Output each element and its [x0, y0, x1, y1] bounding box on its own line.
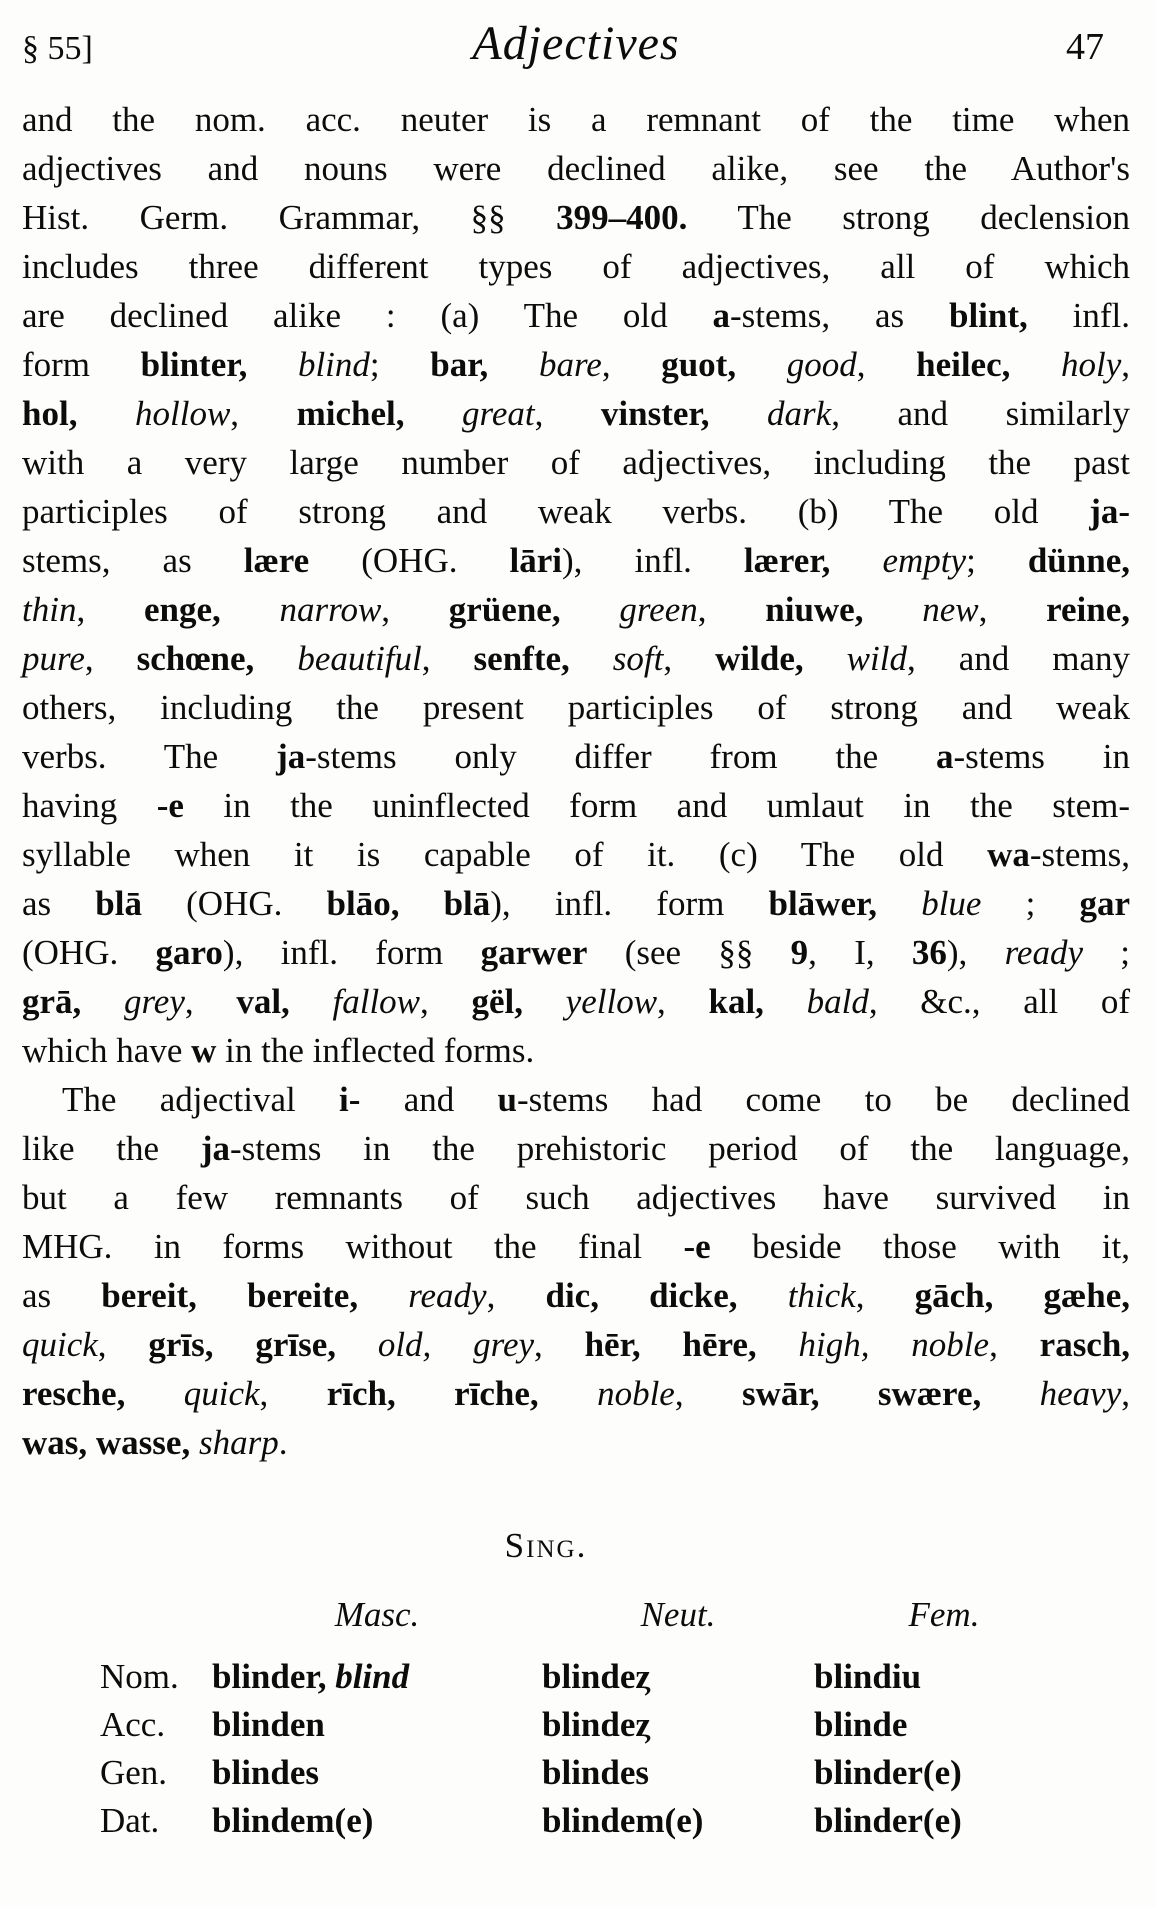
table-row: [100, 1701, 1130, 1749]
text-run: MHG. in forms without the final: [22, 1227, 684, 1266]
bold-term: 9: [790, 933, 809, 972]
italic-gloss: soft: [612, 639, 664, 678]
text-run: ,: [601, 345, 662, 384]
declension-table-section: [22, 1523, 1130, 1845]
paragraphs-container: [22, 95, 1130, 1467]
text-run: ,: [84, 639, 137, 678]
text-run: [221, 590, 280, 629]
text-run: [570, 639, 613, 678]
text-run: (OHG.: [22, 933, 156, 972]
bold-term: grīs, grīse,: [148, 1325, 336, 1364]
text-run: [738, 1276, 788, 1315]
italic-gloss: pure: [22, 639, 85, 678]
bold-term: a: [936, 737, 954, 776]
text-line: [22, 1222, 1130, 1271]
text-run: includes three different types of adjectives, all of which: [22, 247, 1130, 286]
text-run: ,: [421, 639, 474, 678]
bold-term: lāri: [509, 541, 563, 580]
italic-gloss: ready: [1004, 933, 1084, 972]
bold-term: bar,: [430, 345, 489, 384]
text-run: ;: [1083, 933, 1131, 972]
text-run: like the: [22, 1129, 201, 1168]
case-label: Dat.: [100, 1801, 160, 1840]
text-run: others, including the present participles of strong and weak: [22, 688, 1130, 727]
bold-term: val,: [236, 982, 290, 1021]
cell-fem: [814, 1701, 1074, 1749]
text-run: ,: [97, 1325, 149, 1364]
text-run: [539, 1374, 597, 1413]
table-row: [100, 1749, 1130, 1797]
italic-gloss: sharp: [198, 1423, 279, 1462]
italic-gloss: hollow: [135, 394, 231, 433]
bold-term: blindeȥ: [542, 1705, 651, 1744]
bold-term: blāwer,: [768, 884, 878, 923]
text-run: having: [22, 786, 157, 825]
italic-gloss: great: [462, 394, 535, 433]
cell-masc: [212, 1749, 542, 1797]
bold-term: senfte,: [473, 639, 570, 678]
bold-term: blinter,: [140, 345, 248, 384]
italic-gloss: green: [619, 590, 698, 629]
text-run: ;: [966, 541, 1028, 580]
bold-term: grā,: [22, 982, 82, 1021]
text-run: (see §§: [587, 933, 791, 972]
text-run: , &c., all of: [868, 982, 1131, 1021]
text-run: [981, 1374, 1039, 1413]
bold-term: blāo, blā: [326, 884, 491, 923]
text-line: [22, 1418, 1130, 1467]
text-run: ,: [657, 982, 709, 1021]
cell-neut: [542, 1797, 814, 1845]
text-run: in the inflected forms.: [216, 1031, 535, 1070]
page-number: 47: [1066, 26, 1104, 68]
text-line: [22, 634, 1130, 683]
bold-term: gāch, gæhe,: [914, 1276, 1130, 1315]
text-run: [190, 1423, 199, 1462]
text-line: [22, 977, 1130, 1026]
bold-term: a: [712, 296, 730, 335]
cell-masc: [212, 1701, 542, 1749]
text-run: ,: [663, 639, 716, 678]
text-run: [77, 394, 135, 433]
italic-gloss: noble: [597, 1374, 675, 1413]
bold-term: blinder,: [212, 1657, 336, 1696]
cell-neut: [542, 1701, 814, 1749]
text-run: [1010, 345, 1061, 384]
italic-gloss: heavy: [1039, 1374, 1122, 1413]
text-run: ,: [674, 1374, 742, 1413]
text-line: [22, 291, 1130, 340]
text-run: Hist. Germ. Grammar, §§: [22, 198, 557, 237]
bold-term: w: [191, 1031, 217, 1070]
text-run: -stems, as: [729, 296, 949, 335]
text-line: [22, 1369, 1130, 1418]
text-run: in the uninflected form and umlaut in the stem-: [183, 786, 1130, 825]
text-line: [22, 879, 1130, 928]
text-run: ,: [381, 590, 449, 629]
text-run: are declined alike : (a) The old: [22, 296, 713, 335]
bold-term: blindes: [542, 1753, 649, 1792]
text-line: [22, 242, 1130, 291]
case-label: Nom.: [100, 1657, 179, 1696]
bold-term: michel,: [296, 394, 405, 433]
text-line: [22, 389, 1130, 438]
bold-term: lærer,: [743, 541, 831, 580]
italic-gloss: thick: [787, 1276, 856, 1315]
bold-term: blā: [95, 884, 142, 923]
bold-term: blindem(e): [212, 1801, 374, 1840]
text-line: [22, 1271, 1130, 1320]
text-line: [22, 438, 1130, 487]
italic-gloss: dark: [767, 394, 832, 433]
declension-table: [100, 1591, 1130, 1845]
cell-neut: [542, 1749, 814, 1797]
text-line: [22, 928, 1130, 977]
text-line: [22, 340, 1130, 389]
italic-gloss: bald: [806, 982, 869, 1021]
text-run: ,: [230, 394, 297, 433]
text-run: [736, 345, 787, 384]
bold-term: schœne,: [136, 639, 255, 678]
bold-term: blinden: [212, 1705, 325, 1744]
section-marker: § 55]: [22, 30, 93, 67]
text-run: -stems in the prehistoric period of the language,: [230, 1129, 1130, 1168]
text-run: ,: [420, 982, 472, 1021]
text-run: [247, 345, 298, 384]
text-run: ,: [534, 394, 601, 433]
text-run: with a very large number of adjectives, including the past: [22, 443, 1130, 482]
cell-fem: [814, 1653, 1074, 1701]
bold-term: u: [497, 1080, 518, 1119]
text-run: [254, 639, 297, 678]
text-run: -stems had come to be declined: [517, 1080, 1130, 1119]
text-run: ),: [946, 933, 1005, 972]
italic-gloss: beautiful: [297, 639, 422, 678]
bold-term: dic, dicke,: [545, 1276, 738, 1315]
text-run: and the nom. acc. neuter is a remnant of the time when: [22, 100, 1130, 139]
text-line: [22, 781, 1130, 830]
text-line: [22, 144, 1130, 193]
bold-term: blindiu: [814, 1657, 922, 1696]
text-line: [22, 536, 1130, 585]
text-run: which have: [22, 1031, 192, 1070]
paragraph: [22, 1075, 1130, 1467]
table-row: [100, 1653, 1130, 1701]
text-run: but a few remnants of such adjectives have survived in: [22, 1178, 1130, 1217]
bold-term: hol,: [22, 394, 78, 433]
text-run: as: [22, 884, 96, 923]
bold-term: -e: [683, 1227, 711, 1266]
bold-term: -e: [156, 786, 184, 825]
column-header-fem: Fem.: [908, 1595, 980, 1634]
text-run: [863, 590, 922, 629]
text-run: form: [22, 345, 141, 384]
text-run: ,: [697, 590, 766, 629]
text-run: ,: [978, 590, 1047, 629]
table-body: [100, 1653, 1130, 1845]
text-run: ,: [1121, 1374, 1130, 1413]
column-header-masc: Masc.: [334, 1595, 420, 1634]
bold-term: dünne,: [1027, 541, 1130, 580]
paragraph: [22, 95, 1130, 1075]
bold-term: reine,: [1046, 590, 1131, 629]
text-run: [81, 982, 124, 1021]
text-line: [22, 1320, 1130, 1369]
italic-gloss: good: [786, 345, 857, 384]
italic-gloss: yellow: [565, 982, 658, 1021]
italic-gloss: thin: [22, 590, 77, 629]
text-line: [22, 193, 1130, 242]
italic-gloss: bare: [538, 345, 602, 384]
cell-fem: [814, 1797, 1074, 1845]
text-run: adjectives and nouns were declined alike, see the Author's: [22, 149, 1130, 188]
text-run: infl.: [1027, 296, 1131, 335]
text-run: , I,: [808, 933, 912, 972]
cell-neut: [542, 1653, 814, 1701]
text-run: -stems,: [1029, 835, 1130, 874]
text-run: ,: [856, 345, 917, 384]
bold-term: ja-: [1089, 492, 1130, 531]
italic-gloss: blind: [335, 1657, 410, 1696]
text-run: [336, 1325, 378, 1364]
text-line: [22, 732, 1130, 781]
bold-term: guot,: [661, 345, 737, 384]
text-line: [22, 1173, 1130, 1222]
text-run: verbs. The: [22, 737, 277, 776]
text-run: [290, 982, 333, 1021]
bold-term: rasch,: [1039, 1325, 1131, 1364]
text-run: [488, 345, 539, 384]
table-heading: Sing.: [504, 1526, 588, 1565]
bold-term: garo: [155, 933, 223, 972]
bold-term: heilec,: [916, 345, 1011, 384]
text-run: [830, 541, 882, 580]
text-run: [710, 394, 768, 433]
bold-term: blinde: [814, 1705, 908, 1744]
bold-term: lære: [243, 541, 310, 580]
text-run: [764, 982, 807, 1021]
cell-fem: [814, 1749, 1074, 1797]
bold-term: gar: [1079, 884, 1131, 923]
table-row: [100, 1797, 1130, 1845]
text-run: ,: [259, 1374, 327, 1413]
bold-term: swār, swære,: [742, 1374, 982, 1413]
text-line: [22, 95, 1130, 144]
bold-term: resche,: [22, 1374, 126, 1413]
bold-term: blindeȥ: [542, 1657, 651, 1696]
text-run: ), infl. form: [222, 933, 481, 972]
bold-term: 36: [911, 933, 947, 972]
cell-masc: [212, 1653, 542, 1701]
text-run: [523, 982, 566, 1021]
italic-gloss: quick: [183, 1374, 260, 1413]
text-run: ,: [534, 1325, 585, 1364]
text-run: ;: [981, 884, 1080, 923]
case-label: Acc.: [100, 1705, 166, 1744]
column-header-neut: Neut.: [640, 1595, 716, 1634]
italic-gloss: grey: [123, 982, 185, 1021]
italic-gloss: fallow: [332, 982, 421, 1021]
text-run: ;: [369, 345, 431, 384]
text-run: , and similarly: [831, 394, 1131, 433]
text-run: [757, 1325, 799, 1364]
text-run: [804, 639, 847, 678]
italic-gloss: high, noble: [798, 1325, 990, 1364]
text-run: The adjectival: [62, 1080, 340, 1119]
bold-term: 399–400.: [556, 198, 688, 237]
bold-term: blinder(e): [814, 1753, 962, 1792]
text-run: , and many: [906, 639, 1131, 678]
text-run: [877, 884, 921, 923]
text-run: [358, 1276, 408, 1315]
text-run: ,: [1121, 345, 1131, 384]
text-line: [22, 487, 1130, 536]
text-run: -stems only differ from the: [305, 737, 937, 776]
text-run: ,: [486, 1276, 546, 1315]
italic-gloss: empty: [882, 541, 967, 580]
italic-gloss: ready: [408, 1276, 487, 1315]
text-line: [22, 830, 1130, 879]
table-header-row: [100, 1591, 1130, 1639]
text-run: [561, 590, 620, 629]
bold-term: ja: [200, 1129, 230, 1168]
bold-term: wilde,: [715, 639, 804, 678]
text-run: (OHG.: [309, 541, 510, 580]
bold-term: blinder(e): [814, 1801, 962, 1840]
italic-gloss: blue: [921, 884, 982, 923]
text-run: as: [22, 1276, 102, 1315]
italic-gloss: holy: [1061, 345, 1122, 384]
text-run: ), infl. form: [490, 884, 769, 923]
italic-gloss: new: [922, 590, 979, 629]
text-run: ,: [184, 982, 237, 1021]
text-run: ,: [76, 590, 144, 629]
bold-term: grüene,: [448, 590, 561, 629]
bold-term: bereit, bereite,: [101, 1276, 359, 1315]
text-run: The strong declension: [687, 198, 1130, 237]
text-run: syllable when it is capable of it. (c) The old: [22, 835, 988, 874]
bold-term: rīch, rīche,: [326, 1374, 539, 1413]
bold-term: hēr, hēre,: [584, 1325, 757, 1364]
bold-term: blint,: [948, 296, 1028, 335]
page-header: [22, 16, 1130, 71]
text-line: [22, 683, 1130, 732]
bold-term: kal,: [708, 982, 764, 1021]
bold-term: vinster,: [600, 394, 710, 433]
text-run: .: [278, 1423, 288, 1462]
italic-gloss: quick: [22, 1325, 98, 1364]
text-run: ,: [989, 1325, 1040, 1364]
bold-term: ja: [276, 737, 306, 776]
text-line: [22, 1026, 1130, 1075]
cell-masc: [212, 1797, 542, 1845]
running-title: Adjectives: [472, 17, 680, 70]
bold-term: wa: [987, 835, 1030, 874]
bold-term: enge,: [143, 590, 221, 629]
case-label: Gen.: [100, 1753, 168, 1792]
text-run: beside those with it,: [710, 1227, 1131, 1266]
bold-term: gël,: [471, 982, 523, 1021]
text-run: ), infl.: [562, 541, 744, 580]
text-run: ,: [855, 1276, 915, 1315]
italic-gloss: blind: [297, 345, 370, 384]
text-run: [125, 1374, 183, 1413]
italic-gloss: narrow: [279, 590, 382, 629]
page-body: [22, 95, 1130, 1845]
text-run: [404, 394, 462, 433]
italic-gloss: wild: [846, 639, 907, 678]
text-run: and: [360, 1080, 498, 1119]
text-run: participles of strong and weak verbs. (b) The old: [22, 492, 1090, 531]
text-run: (OHG.: [142, 884, 327, 923]
text-run: stems, as: [22, 541, 244, 580]
text-line: [22, 1124, 1130, 1173]
bold-term: i-: [339, 1080, 361, 1119]
bold-term: was, wasse,: [22, 1423, 191, 1462]
text-line: [22, 585, 1130, 634]
bold-term: blindes: [212, 1753, 319, 1792]
bold-term: blindem(e): [542, 1801, 704, 1840]
bold-term: niuwe,: [765, 590, 864, 629]
italic-gloss: old, grey: [377, 1325, 535, 1364]
text-run: -stems in: [953, 737, 1130, 776]
bold-term: garwer: [480, 933, 588, 972]
text-line: [22, 1075, 1130, 1124]
